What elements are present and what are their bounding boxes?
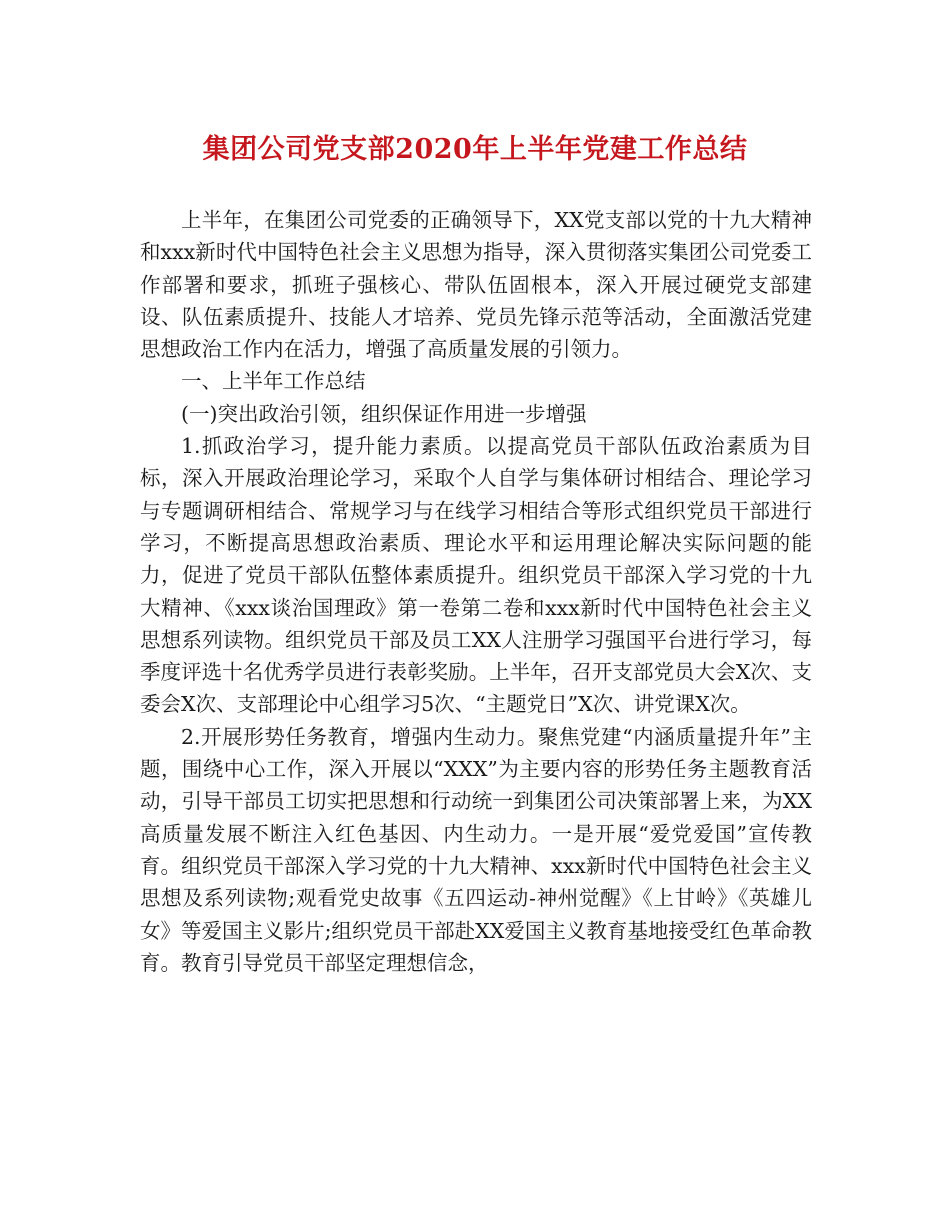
intro-paragraph: 上半年，在集团公司党委的正确领导下，XX党支部以党的十九大精神和xxx新时代中国特色社会主义思想为指导，深入贯彻落实集团公司党委工作部署和要求，抓班子强核心、带队伍固根本，深入开展过硬党支部建设、队伍素质提升、技能人才培养、党员先锋示范等活动，全面激活党建思想政治工作内在活力，增强了高质量发展的引领力。 — [140, 208, 812, 362]
section-heading: 一、上半年工作总结 — [181, 369, 366, 394]
document-title: 集团公司党支部2020年上半年党建工作总结 — [202, 134, 748, 165]
document-body — [140, 204, 812, 979]
body-paragraph: 2.开展形势任务教育，增强内生动力。聚焦党建“内涵质量提升年”主题，围绕中心工作，深入开展以“XXX”为主要内容的形势任务主题教育活动，引导干部员工切实把思想和行动统一到集团公司决策部署上来，为XX高质量发展不断注入红色基因、内生动力。一是开展“爱党爱国”宣传教育。组织党员干部深入学习党的十九大精神、xxx新时代中国特色社会主义思想及系列读物;观看党史故事《五四运动-神州觉醒》《上甘岭》《英雄儿女》等爱国主义影片;组织党员干部赴XX爱国主义教育基地接受红色革命教育。教育引导党员干部坚定理想信念， — [140, 724, 812, 975]
subsection-heading: (一)突出政治引领，组织保证作用进一步增强 — [181, 401, 587, 426]
body-paragraph: 1.抓政治学习，提升能力素质。以提高党员干部队伍政治素质为目标，深入开展政治理论学习，采取个人自学与集体研讨相结合、理论学习与专题调研相结合、常规学习与在线学习相结合等形式组织党员干部进行学习，不断提高思想政治素质、理论水平和运用理论解决实际问题的能力，促进了党员干部队伍整体素质提升。组织党员干部深入学习党的十九大精神、《xxx谈治国理政》第一卷第二卷和xxx新时代中国特色社会主义思想系列读物。组织党员干部及员工XX人注册学习强国平台进行学习，每季度评选十名优秀学员进行表彰奖励。上半年，召开支部党员大会X次、支委会X次、支部理论中心组学习5次、“主题党日”X次、讲党课X次。 — [140, 434, 812, 717]
